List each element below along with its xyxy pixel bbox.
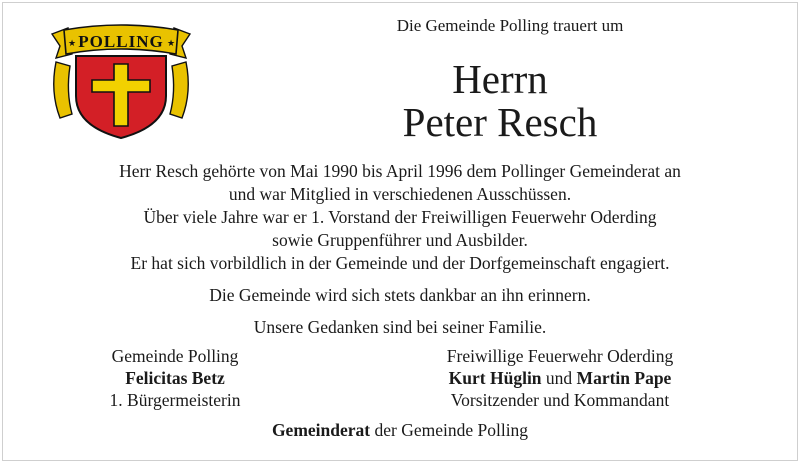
body-line: und war Mitglied in verschiedenen Ausschüssen. xyxy=(228,184,572,204)
deceased-name: Peter Resch xyxy=(402,99,598,145)
footer-line xyxy=(0,420,800,441)
body-line: sowie Gruppenführer und Ausbilder. xyxy=(272,230,528,250)
signature-person: Kurt Hüglin xyxy=(448,368,542,388)
svg-text:★: ★ xyxy=(68,38,77,48)
signature-connector: und xyxy=(545,368,573,388)
body-line: Über viele Jahre war er 1. Vorstand der Freiwilligen Feuerwehr Oderding xyxy=(143,207,657,227)
polling-coat-of-arms-logo xyxy=(46,22,196,140)
footer-bold: Gemeinderat xyxy=(271,420,371,440)
body-line: Herr Resch gehörte von Mai 1990 bis April 1996 dem Pollinger Gemeinderat an xyxy=(119,161,681,181)
footer-rest: der Gemeinde Polling xyxy=(374,420,529,440)
svg-text:★: ★ xyxy=(167,38,176,48)
obituary-body xyxy=(20,160,780,339)
thanks-line: Die Gemeinde wird sich stets dankbar an ihn erinnern. xyxy=(209,285,591,305)
signature-person: Martin Pape xyxy=(576,368,672,388)
family-line: Unsere Gedanken sind bei seiner Familie. xyxy=(253,317,547,337)
intro-line: Die Gemeinde Polling trauert um xyxy=(396,16,624,35)
deceased-name-block xyxy=(290,58,710,144)
svg-text:POLLING: POLLING xyxy=(78,32,164,51)
signature-person: Felicitas Betz xyxy=(125,368,225,388)
signature-role: 1. Bürgermeisterin xyxy=(109,390,241,410)
signature-left xyxy=(40,345,310,411)
signature-org: Freiwillige Feuerwehr Oderding xyxy=(446,346,674,366)
signature-org: Gemeinde Polling xyxy=(111,346,239,366)
signature-role: Vorsitzender und Kommandant xyxy=(450,390,670,410)
signature-right xyxy=(390,345,730,411)
body-line: Er hat sich vorbildlich in der Gemeinde und der Dorfgemeinschaft engagiert. xyxy=(130,253,670,273)
salutation: Herrn xyxy=(452,56,548,102)
signature-persons xyxy=(390,367,730,389)
